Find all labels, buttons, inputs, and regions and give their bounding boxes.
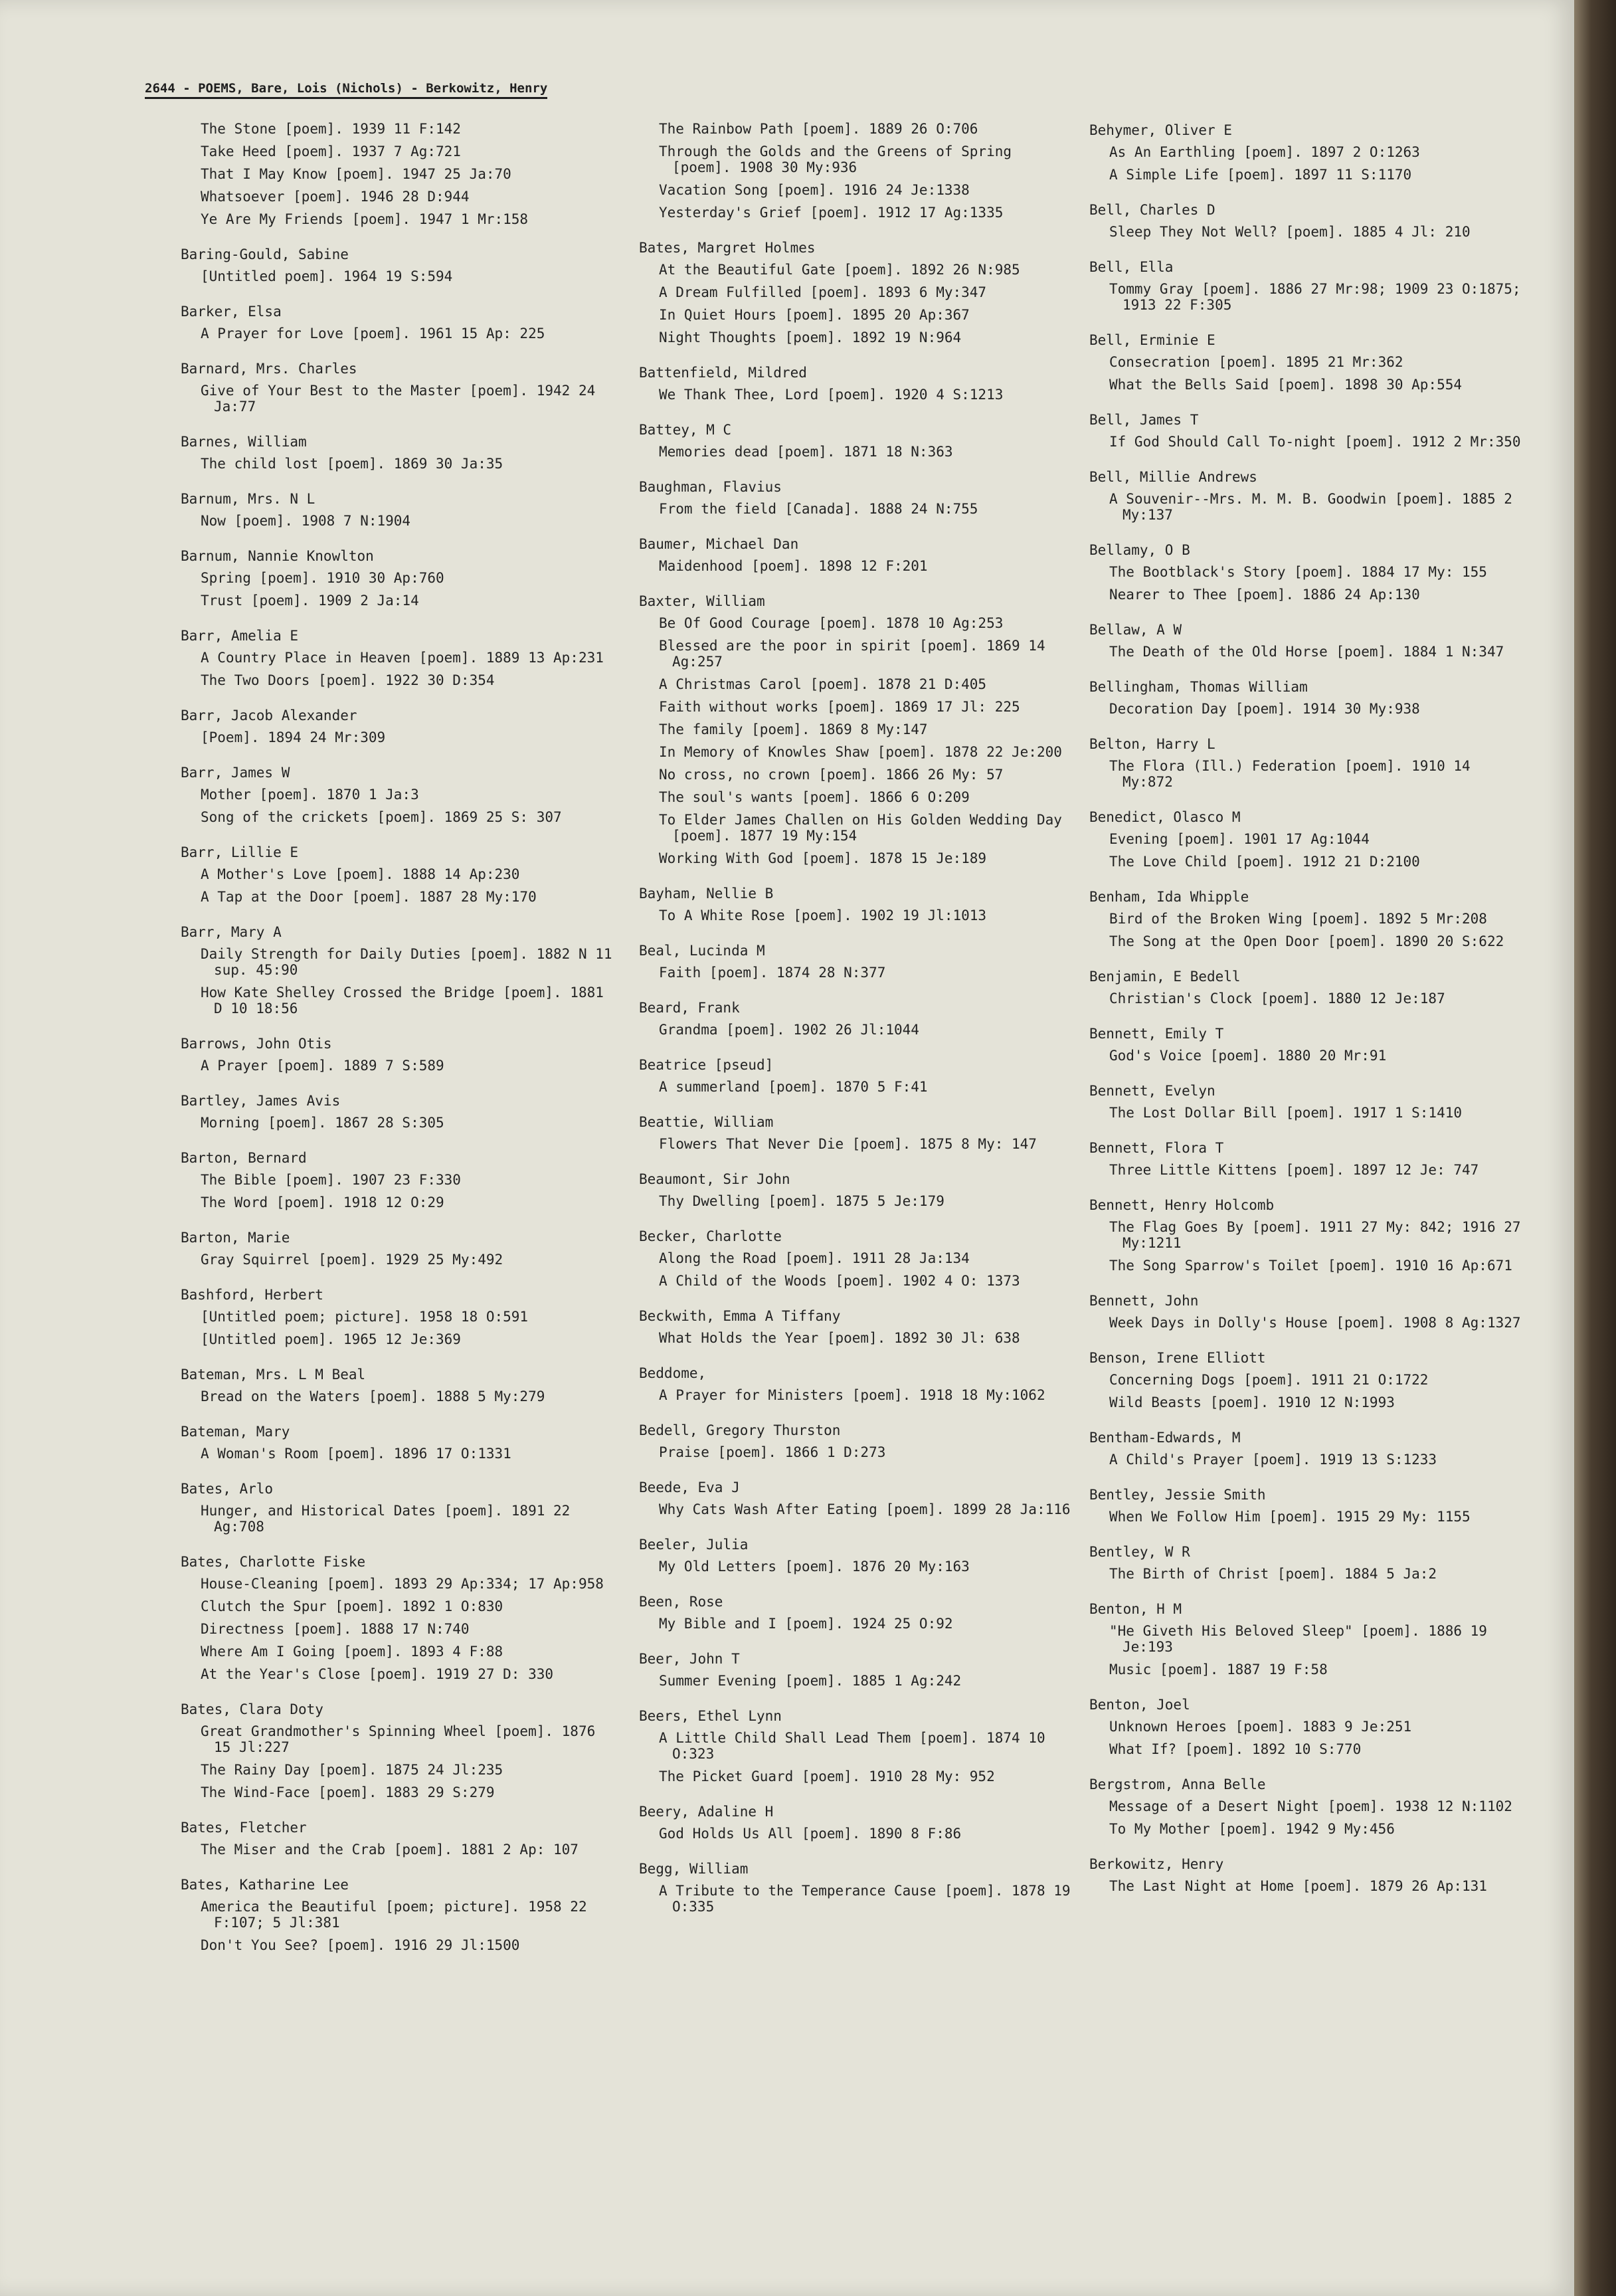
author-group [1089, 808, 1528, 870]
index-column-1 [181, 121, 619, 1971]
poem-entry: A Mother's Love [poem]. 1888 14 Ap:230 [201, 866, 520, 882]
author-heading: Beattie, William [639, 1114, 774, 1130]
poem-entry: The Song Sparrow's Toilet [poem]. 1910 16 Ap:671 [1109, 1258, 1512, 1274]
poem-entry: Maidenhood [poem]. 1898 12 F:201 [659, 558, 928, 574]
author-group [1089, 1775, 1528, 1837]
author-heading: Bellingham, Thomas William [1089, 679, 1308, 695]
poem-entry: The Bootblack's Story [poem]. 1884 17 My: 155 [1109, 564, 1487, 580]
author-group [639, 1170, 1077, 1209]
author-heading: Bates, Charlotte Fiske [181, 1554, 366, 1570]
author-group [1089, 1428, 1528, 1468]
author-group [639, 884, 1077, 923]
poem-entry: The Word [poem]. 1918 12 O:29 [201, 1195, 444, 1210]
poem-entry: Nearer to Thee [poem]. 1886 24 Ap:130 [1109, 587, 1420, 603]
author-heading: Bennett, Evelyn [1089, 1083, 1215, 1099]
author-heading: Bell, Charles D [1089, 202, 1215, 218]
author-group [181, 626, 619, 688]
author-group [639, 121, 1077, 221]
author-group [1089, 621, 1528, 660]
author-group [1089, 1196, 1528, 1274]
poem-entry: Great Grandmother's Spinning Wheel [poem]. 1876 15 Jl:227 [201, 1723, 604, 1755]
poem-entry: Directness [poem]. 1888 17 N:740 [201, 1621, 470, 1637]
poem-entry: Faith without works [poem]. 1869 17 Jl: 225 [659, 699, 1020, 715]
author-group [639, 421, 1077, 460]
author-heading: Behymer, Oliver E [1089, 122, 1232, 138]
poem-entry: [Untitled poem]. 1965 12 Je:369 [201, 1331, 461, 1347]
author-group [1089, 735, 1528, 790]
author-group [181, 1818, 619, 1858]
author-heading: Beery, Adaline H [639, 1804, 774, 1820]
poem-entry: Vacation Song [poem]. 1916 24 Je:1338 [659, 182, 970, 198]
author-heading: Beers, Ethel Lynn [639, 1708, 782, 1724]
poem-entry: The Picket Guard [poem]. 1910 28 My: 952 [659, 1769, 995, 1784]
poem-entry: A Prayer for Love [poem]. 1961 15 Ap: 225 [201, 326, 545, 341]
poem-entry: The Two Doors [poem]. 1922 30 D:354 [201, 672, 495, 688]
author-heading: Benson, Irene Elliott [1089, 1350, 1266, 1366]
poem-entry: The Stone [poem]. 1939 11 F:142 [201, 121, 461, 137]
author-heading: Beatrice [pseud] [639, 1057, 774, 1073]
author-heading: Barnard, Mrs. Charles [181, 361, 357, 377]
poem-entry: Why Cats Wash After Eating [poem]. 1899 28 Ja:116 [659, 1501, 1071, 1517]
author-heading: Bellamy, O B [1089, 542, 1190, 558]
poem-entry: My Old Letters [poem]. 1876 20 My:163 [659, 1559, 970, 1575]
poem-entry: The Love Child [poem]. 1912 21 D:2100 [1109, 854, 1420, 870]
poem-entry: The child lost [poem]. 1869 30 Ja:35 [201, 456, 503, 472]
author-heading: Baughman, Flavius [639, 479, 782, 495]
poem-entry: The Miser and the Crab [poem]. 1881 2 Ap: 107 [201, 1842, 579, 1858]
author-heading: Bartley, James Avis [181, 1093, 341, 1109]
poem-entry: Be Of Good Courage [poem]. 1878 10 Ag:253 [659, 615, 1004, 631]
author-group [181, 490, 619, 529]
author-group [1089, 258, 1528, 313]
poem-entry: From the field [Canada]. 1888 24 N:755 [659, 501, 978, 517]
poem-entry: Night Thoughts [poem]. 1892 19 N:964 [659, 330, 962, 345]
poem-entry: In Memory of Knowles Shaw [poem]. 1878 22 Je:200 [659, 744, 1062, 760]
author-group [181, 1365, 619, 1404]
poem-entry: The Bible [poem]. 1907 23 F:330 [201, 1172, 461, 1188]
poem-entry: A Country Place in Heaven [poem]. 1889 13 Ap:231 [201, 650, 604, 666]
author-heading: Bates, Clara Doty [181, 1701, 323, 1717]
poem-entry: God's Voice [poem]. 1880 20 Mr:91 [1109, 1048, 1387, 1064]
author-group [181, 1700, 619, 1800]
author-group [639, 1364, 1077, 1403]
author-heading: Barr, Amelia E [181, 628, 299, 644]
poem-entry: A summerland [poem]. 1870 5 F:41 [659, 1079, 928, 1095]
poem-entry: Don't You See? [poem]. 1916 29 Jl:1500 [201, 1937, 520, 1953]
author-heading: Bates, Fletcher [181, 1820, 307, 1836]
poem-entry: Trust [poem]. 1909 2 Ja:14 [201, 593, 419, 609]
author-group [1089, 411, 1528, 450]
poem-entry: The Death of the Old Horse [poem]. 1884 1 N:347 [1109, 644, 1504, 660]
poem-entry: That I May Know [poem]. 1947 25 Ja:70 [201, 166, 511, 182]
author-group [639, 1535, 1077, 1575]
author-heading: Beard, Frank [639, 1000, 740, 1016]
poem-entry: The soul's wants [poem]. 1866 6 O:209 [659, 789, 970, 805]
poem-entry: Summer Evening [poem]. 1885 1 Ag:242 [659, 1673, 962, 1689]
poem-entry: What If? [poem]. 1892 10 S:770 [1109, 1741, 1362, 1757]
poem-entry: A Simple Life [poem]. 1897 11 S:1170 [1109, 167, 1412, 183]
author-group [1089, 541, 1528, 603]
poem-entry: Message of a Desert Night [poem]. 1938 12 N:1102 [1109, 1798, 1512, 1814]
poem-entry: Bread on the Waters [poem]. 1888 5 My:279 [201, 1388, 545, 1404]
running-head: 2644 - POEMS, Bare, Lois (Nichols) - Berkowitz, Henry [145, 81, 547, 99]
author-group [181, 843, 619, 905]
author-heading: Barr, Mary A [181, 924, 282, 940]
author-heading: Bennett, Henry Holcomb [1089, 1197, 1275, 1213]
poem-entry: A Woman's Room [poem]. 1896 17 O:1331 [201, 1446, 511, 1462]
author-heading: Bell, James T [1089, 412, 1199, 428]
author-heading: Bates, Arlo [181, 1481, 274, 1497]
author-group [639, 592, 1077, 866]
poem-entry: How Kate Shelley Crossed the Bridge [poem]. 1881 D 10 18:56 [201, 985, 612, 1016]
poem-entry: A Christmas Carol [poem]. 1878 21 D:405 [659, 676, 987, 692]
author-heading: Bentley, W R [1089, 1544, 1190, 1560]
poem-entry: Unknown Heroes [poem]. 1883 9 Je:251 [1109, 1719, 1412, 1735]
author-group [639, 1478, 1077, 1517]
author-group [1089, 1349, 1528, 1410]
poem-entry: The Birth of Christ [poem]. 1884 5 Ja:2 [1109, 1566, 1437, 1582]
author-heading: Barr, James W [181, 765, 290, 781]
author-group [181, 245, 619, 284]
author-group [1089, 1292, 1528, 1331]
poem-entry: Wild Beasts [poem]. 1910 12 N:1993 [1109, 1394, 1395, 1410]
author-group [639, 999, 1077, 1038]
author-heading: Benham, Ida Whipple [1089, 889, 1249, 905]
poem-entry: Consecration [poem]. 1895 21 Mr:362 [1109, 354, 1403, 370]
poem-entry: Morning [poem]. 1867 28 S:305 [201, 1115, 444, 1131]
poem-entry: What the Bells Said [poem]. 1898 30 Ap:554 [1109, 377, 1463, 393]
poem-entry: "He Giveth His Beloved Sleep" [poem]. 1886 19 Je:193 [1109, 1623, 1496, 1655]
author-heading: Benton, H M [1089, 1601, 1182, 1617]
author-group [639, 941, 1077, 981]
author-heading: Bateman, Mrs. L M Beal [181, 1367, 366, 1383]
poem-entry: Daily Strength for Daily Duties [poem]. 1882 N 11 sup. 45:90 [201, 946, 621, 978]
author-heading: Barrows, John Otis [181, 1036, 332, 1052]
author-heading: Berkowitz, Henry [1089, 1856, 1224, 1872]
author-group [639, 1113, 1077, 1152]
author-heading: Battenfield, Mildred [639, 365, 807, 381]
author-heading: Benedict, Olasco M [1089, 809, 1241, 825]
author-group [639, 1056, 1077, 1095]
poem-entry: A Child's Prayer [poem]. 1919 13 S:1233 [1109, 1452, 1437, 1468]
poem-entry: Gray Squirrel [poem]. 1929 25 My:492 [201, 1252, 503, 1268]
poem-entry: Along the Road [poem]. 1911 28 Ja:134 [659, 1250, 970, 1266]
author-group [1089, 678, 1528, 717]
author-heading: Beede, Eva J [639, 1480, 740, 1495]
poem-entry: Decoration Day [poem]. 1914 30 My:938 [1109, 701, 1420, 717]
author-group [639, 535, 1077, 574]
poem-entry: Tommy Gray [poem]. 1886 27 Mr:98; 1909 23 O:1875; 1913 22 F:305 [1109, 281, 1530, 313]
author-heading: Bates, Katharine Lee [181, 1877, 349, 1893]
author-heading: Bentley, Jessie Smith [1089, 1487, 1266, 1503]
poem-entry: To A White Rose [poem]. 1902 19 Jl:1013 [659, 908, 987, 923]
poem-entry: A Tribute to the Temperance Cause [poem]. 1878 19 O:335 [659, 1883, 1079, 1915]
author-group [1089, 1024, 1528, 1064]
poem-entry: Where Am I Going [poem]. 1893 4 F:88 [201, 1644, 503, 1660]
poem-entry: Take Heed [poem]. 1937 7 Ag:721 [201, 144, 461, 159]
poem-entry: [Untitled poem]. 1964 19 S:594 [201, 268, 453, 284]
author-heading: Battey, M C [639, 422, 732, 438]
poem-entry: The Flag Goes By [poem]. 1911 27 My: 842; 1916 27 My:1211 [1109, 1219, 1530, 1251]
author-heading: Beddome, [639, 1365, 707, 1381]
author-group [181, 763, 619, 825]
author-heading: Bates, Margret Holmes [639, 240, 816, 256]
poem-entry: Give of Your Best to the Master [poem]. 1942 24 Ja:77 [201, 383, 604, 415]
author-group [639, 1592, 1077, 1632]
poem-entry: Praise [poem]. 1866 1 D:273 [659, 1444, 886, 1460]
author-heading: Bennett, Flora T [1089, 1140, 1224, 1156]
poem-entry: God Holds Us All [poem]. 1890 8 F:86 [659, 1826, 962, 1842]
poem-entry: [Poem]. 1894 24 Mr:309 [201, 729, 386, 745]
author-group [1089, 1139, 1528, 1178]
author-heading: Been, Rose [639, 1594, 723, 1610]
poem-entry: When We Follow Him [poem]. 1915 29 My: 1155 [1109, 1509, 1471, 1525]
poem-entry: The family [poem]. 1869 8 My:147 [659, 721, 928, 737]
poem-entry: Song of the crickets [poem]. 1869 25 S: 307 [201, 809, 562, 825]
poem-entry: At the Year's Close [poem]. 1919 27 D: 330 [201, 1666, 554, 1682]
author-group [1089, 1485, 1528, 1525]
poem-entry: Through the Golds and the Greens of Spring [poem]. 1908 30 My:936 [659, 144, 1020, 175]
poem-entry: Blessed are the poor in spirit [poem]. 1869 14 Ag:257 [659, 638, 1054, 670]
poem-entry: Grandma [poem]. 1902 26 Jl:1044 [659, 1022, 919, 1038]
poem-entry: Week Days in Dolly's House [poem]. 1908 8 Ag:1327 [1109, 1315, 1521, 1331]
author-group [1089, 1695, 1528, 1757]
author-group [1089, 1600, 1528, 1677]
author-group [181, 1149, 619, 1210]
author-heading: Barker, Elsa [181, 304, 282, 320]
poem-entry: The Wind-Face [poem]. 1883 29 S:279 [201, 1784, 495, 1800]
author-group [1089, 121, 1528, 183]
author-heading: Bashford, Herbert [181, 1287, 323, 1303]
poem-entry: A Child of the Woods [poem]. 1902 4 O: 1373 [659, 1273, 1020, 1289]
poem-entry: Clutch the Spur [poem]. 1892 1 O:830 [201, 1598, 503, 1614]
poem-entry: No cross, no crown [poem]. 1866 26 My: 57 [659, 767, 1004, 783]
poem-entry: Sleep They Not Well? [poem]. 1885 4 Jl: 210 [1109, 224, 1471, 240]
author-heading: Baxter, William [639, 593, 765, 609]
author-heading: Beeler, Julia [639, 1537, 749, 1553]
author-heading: Barr, Lillie E [181, 844, 299, 860]
poem-entry: Now [poem]. 1908 7 N:1904 [201, 513, 411, 529]
author-group [1089, 468, 1528, 523]
author-heading: Barnum, Nannie Knowlton [181, 548, 374, 564]
poem-entry: In Quiet Hours [poem]. 1895 20 Ap:367 [659, 307, 970, 323]
poem-entry: If God Should Call To-night [poem]. 1912 2 Mr:350 [1109, 434, 1521, 450]
author-group [181, 1286, 619, 1347]
poem-entry: The Rainy Day [poem]. 1875 24 Jl:235 [201, 1762, 503, 1778]
poem-entry: Memories dead [poem]. 1871 18 N:363 [659, 444, 953, 460]
author-heading: Barnum, Mrs. N L [181, 491, 315, 507]
author-heading: Baring-Gould, Sabine [181, 246, 349, 262]
index-column-2 [639, 121, 1077, 1933]
author-group [181, 706, 619, 745]
author-heading: Beckwith, Emma A Tiffany [639, 1308, 841, 1324]
author-group [181, 1092, 619, 1131]
poem-entry: Flowers That Never Die [poem]. 1875 8 My: 147 [659, 1136, 1037, 1152]
author-heading: Bedell, Gregory Thurston [639, 1422, 841, 1438]
author-group [181, 302, 619, 341]
author-group [1089, 1855, 1528, 1894]
author-heading: Bell, Millie Andrews [1089, 469, 1257, 485]
poem-entry: A Little Child Shall Lead Them [poem]. 1874 10 O:323 [659, 1730, 1054, 1762]
author-group [181, 547, 619, 609]
index-column-3 [1089, 121, 1528, 1912]
poem-entry: Bird of the Broken Wing [poem]. 1892 5 Mr:208 [1109, 911, 1487, 927]
author-group [1089, 201, 1528, 240]
author-group [639, 1650, 1077, 1689]
author-group [181, 923, 619, 1016]
author-heading: Beaumont, Sir John [639, 1171, 790, 1187]
poem-entry: What Holds the Year [poem]. 1892 30 Jl: 638 [659, 1330, 1020, 1346]
poem-entry: Yesterday's Grief [poem]. 1912 17 Ag:1335 [659, 205, 1004, 221]
poem-entry: The Flora (Ill.) Federation [poem]. 1910 14 My:872 [1109, 758, 1479, 790]
author-group [639, 363, 1077, 403]
poem-entry: The Last Night at Home [poem]. 1879 26 Ap:131 [1109, 1878, 1487, 1894]
poem-entry: Christian's Clock [poem]. 1880 12 Je:187 [1109, 991, 1445, 1006]
poem-entry: Music [poem]. 1887 19 F:58 [1109, 1662, 1328, 1677]
poem-entry: [Untitled poem; picture]. 1958 18 O:591 [201, 1309, 529, 1325]
poem-entry: The Rainbow Path [poem]. 1889 26 O:706 [659, 121, 978, 137]
author-heading: Barnes, William [181, 434, 307, 450]
poem-entry: Whatsoever [poem]. 1946 28 D:944 [201, 189, 470, 205]
poem-entry: Spring [poem]. 1910 30 Ap:760 [201, 570, 444, 586]
author-heading: Bergstrom, Anna Belle [1089, 1776, 1266, 1792]
poem-entry: House-Cleaning [poem]. 1893 29 Ap:334; 17 Ap:958 [201, 1576, 604, 1592]
poem-entry: A Souvenir--Mrs. M. M. B. Goodwin [poem]. 1885 2 My:137 [1109, 491, 1521, 523]
poem-entry: Ye Are My Friends [poem]. 1947 1 Mr:158 [201, 211, 529, 227]
poem-entry: A Prayer [poem]. 1889 7 S:589 [201, 1058, 444, 1074]
poem-entry: To My Mother [poem]. 1942 9 My:456 [1109, 1821, 1395, 1837]
author-group [1089, 331, 1528, 393]
author-group [181, 1228, 619, 1268]
author-group [181, 121, 619, 227]
author-group [181, 1422, 619, 1462]
author-heading: Barton, Marie [181, 1230, 290, 1246]
author-heading: Becker, Charlotte [639, 1228, 782, 1244]
author-heading: Benton, Joel [1089, 1697, 1190, 1713]
author-heading: Bayham, Nellie B [639, 886, 774, 902]
author-group [639, 239, 1077, 345]
author-group [639, 1707, 1077, 1784]
poem-entry: To Elder James Challen on His Golden Wedding Day [poem]. 1877 19 My:154 [659, 812, 1071, 844]
author-group [1089, 1082, 1528, 1121]
poem-entry: As An Earthling [poem]. 1897 2 O:1263 [1109, 144, 1420, 160]
poem-entry: Faith [poem]. 1874 28 N:377 [659, 965, 886, 981]
poem-entry: A Prayer for Ministers [poem]. 1918 18 My:1062 [659, 1387, 1045, 1403]
poem-entry: The Lost Dollar Bill [poem]. 1917 1 S:1410 [1109, 1105, 1463, 1121]
poem-entry: Hunger, and Historical Dates [poem]. 1891 22 Ag:708 [201, 1503, 579, 1535]
poem-entry: A Dream Fulfilled [poem]. 1893 6 My:347 [659, 284, 987, 300]
author-group [639, 478, 1077, 517]
poem-entry: A Tap at the Door [poem]. 1887 28 My:170 [201, 889, 537, 905]
poem-entry: The Song at the Open Door [poem]. 1890 20 S:622 [1109, 933, 1504, 949]
author-group [1089, 888, 1528, 949]
author-heading: Barr, Jacob Alexander [181, 708, 357, 723]
author-heading: Bell, Ella [1089, 259, 1174, 275]
author-heading: Bentham-Edwards, M [1089, 1430, 1241, 1446]
author-group [639, 1860, 1077, 1915]
poem-entry: Thy Dwelling [poem]. 1875 5 Je:179 [659, 1193, 944, 1209]
poem-entry: Evening [poem]. 1901 17 Ag:1044 [1109, 831, 1370, 847]
poem-entry: Working With God [poem]. 1878 15 Je:189 [659, 850, 987, 866]
author-heading: Beal, Lucinda M [639, 943, 765, 959]
author-heading: Begg, William [639, 1861, 749, 1877]
author-group [639, 1802, 1077, 1842]
author-group [181, 432, 619, 472]
poem-entry: Mother [poem]. 1870 1 Ja:3 [201, 787, 419, 803]
poem-entry: Concerning Dogs [poem]. 1911 21 O:1722 [1109, 1372, 1429, 1388]
author-heading: Bennett, Emily T [1089, 1026, 1224, 1042]
author-group [181, 1480, 619, 1535]
author-group [1089, 1543, 1528, 1582]
author-group [181, 359, 619, 415]
poem-entry: America the Beautiful [poem; picture]. 1958 22 F:107; 5 Jl:381 [201, 1899, 596, 1931]
author-heading: Bateman, Mary [181, 1424, 290, 1440]
author-heading: Barton, Bernard [181, 1150, 307, 1166]
author-group [639, 1307, 1077, 1346]
poem-entry: Three Little Kittens [poem]. 1897 12 Je: 747 [1109, 1162, 1479, 1178]
author-group [181, 1875, 619, 1953]
author-group [639, 1227, 1077, 1289]
author-heading: Bell, Erminie E [1089, 332, 1215, 348]
poem-entry: We Thank Thee, Lord [poem]. 1920 4 S:1213 [659, 387, 1004, 403]
author-heading: Beer, John T [639, 1651, 740, 1667]
poem-entry: At the Beautiful Gate [poem]. 1892 26 N:985 [659, 262, 1020, 278]
author-group [639, 1421, 1077, 1460]
author-group [181, 1553, 619, 1682]
book-edge [1574, 0, 1616, 2296]
author-heading: Benjamin, E Bedell [1089, 969, 1241, 985]
author-heading: Bellaw, A W [1089, 622, 1182, 638]
author-heading: Belton, Harry L [1089, 736, 1215, 752]
poem-entry: My Bible and I [poem]. 1924 25 O:92 [659, 1616, 953, 1632]
author-group [1089, 967, 1528, 1006]
author-heading: Baumer, Michael Dan [639, 536, 799, 552]
author-group [181, 1034, 619, 1074]
author-heading: Bennett, John [1089, 1293, 1199, 1309]
